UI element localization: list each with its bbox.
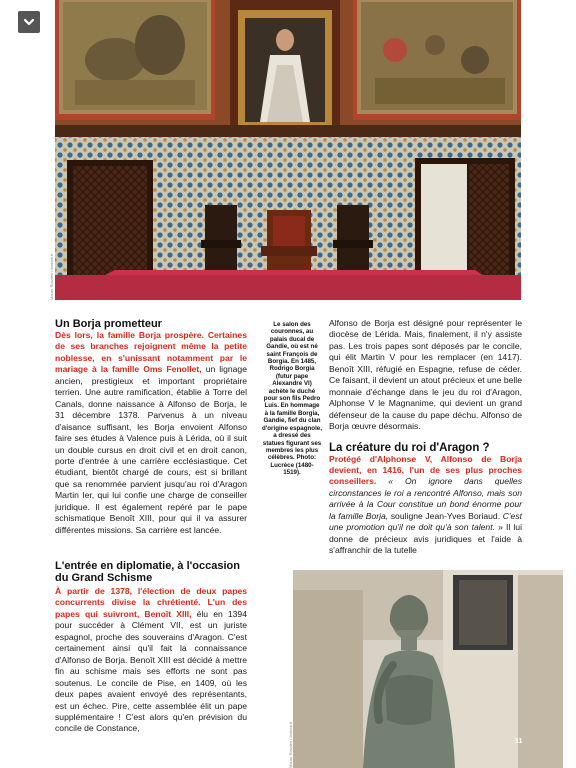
body-2: élu en 1394 pour succéder à Clément VII, est un juriste espagnol, proche des souverains d'Aragon. C'est certainement ainsi qu'il fait la connaissance d'Alfonso de Borja. Benoît XIII est décidé à mettre fin au schisme mais ses efforts ne sont pas soutenus. Le concile de Pise, en 1409, où les deux papes avaient envoyé des représentants, est un échec. Pire, cette assemblée élit un pape supplémentaire ! C'est alors qu'en prévision du concile de Constance, [55, 608, 247, 734]
page-number: 11 [515, 738, 523, 745]
attribution: souligne Jean-Yves Boriaud. [388, 510, 501, 521]
body-1: un lignage ancien, prestigieux et important propriétaire terrien. Une autre ramification, établie à Torre del Canals, donne naissance à Alfonso de Borja, le 31 décembre 1378. Parvenus à un niveau d'aisance suffisant, les Borja envoient Alfonso faire ses études à Valence puis à Lérida, où il suit un double cursus en droit civil et en droit canon, porte d'entrée à une carrière ecclésiastique. Cet étudiant, bientôt chargé de cours, est si brillant que sa renommée parvient jusqu'au roi d'Aragon Martin Ier, qui lui confie une charge de conseiller juridique. Il est également repéré par le pape schismatique Benoît XIII, pour qui il va assurer différentes missions. Sa carrière est lancée. [55, 364, 247, 535]
body-3: » Il lui donne de précieux avis juridiques et l'aide à s'affranchir de la tutelle [329, 522, 522, 556]
lead-3: Protégé d'Alphonse V, Alfonso de Borja devient, en 1416, l'un de ses plus proches conseillers. [329, 453, 522, 487]
section-heading-1: Un Borja prometteur [55, 318, 162, 330]
column-left-lower [55, 560, 247, 735]
paragraph-3: Alfonso de Borja est désigné pour représenter le diocèse de Lérida. Mais, finalement, il n'y assiste pas. Les trois papes sont déposés par le concile, qui élit Martin V pour les remplacer (en 1417). Benoît XIII, réfugié en Espagne, refuse de céder. Ce faisant, il devient un atout précieux et une belle monnaie d'échange dans le jeu du roi d'Aragon, Alphonse V le Magnanime, qui devient un grand défenseur de la cause du pape déchu. Alfonso de Borja œuvre désormais. [329, 318, 522, 432]
lead-2: À partir de 1378, l'élection de deux papes concurrents divise la chrétienté. L'un des papes qui suivront, Benoît XIII, [55, 586, 247, 619]
bottom-photo-credit: Mauro Rosalen / lastock.fr [288, 721, 293, 768]
paragraph-1 [55, 330, 247, 536]
paragraph-4 [329, 454, 522, 557]
section-heading-2: L'entrée en diplomatie, à l'occasion du Grand Schisme [55, 560, 240, 584]
top-photo-credit: Mauro Rosalen / lastock.fr [49, 253, 54, 300]
paragraph-2 [55, 586, 247, 735]
section-heading-3: La créature du roi d'Aragon ? [329, 441, 490, 454]
lead-1: Dès lors, la famille Borja prospère. Certaines de ses branches rejoignent même la petite noblesse, en s'unissant notamment par le mariage à la famille Oms Fenollet, [55, 330, 247, 375]
statue-photo [293, 570, 563, 768]
collapse-button[interactable] [18, 11, 40, 33]
chevron-down-icon [22, 15, 36, 29]
column-left [55, 318, 247, 536]
column-right [329, 318, 522, 557]
photo-caption: Le salon des couronnes, au palais ducal de Gandie, où est né saint François de Borgia. En 1485, Rodrigo Borgia (futur pape Alexandre VI) achète le duché pour son fils Pedro Luis. En hommage à la famille Borgia, Gandie, fief du clan d'origine espagnole, a dressé des statues figurant ses membres les plus célèbres. Photo: Lucrèce (1480-1519). [262, 321, 322, 477]
quote-2: C'est une promotion qu'il ne doit qu'à son talent. [329, 510, 523, 533]
quote-1: « On ignore dans quelles circonstances le roi a rencontré Alfonso, mais son arrivée à la Cour constitue un bond énorme pour la famille Borja, [329, 476, 522, 521]
salon-photo [55, 0, 521, 300]
